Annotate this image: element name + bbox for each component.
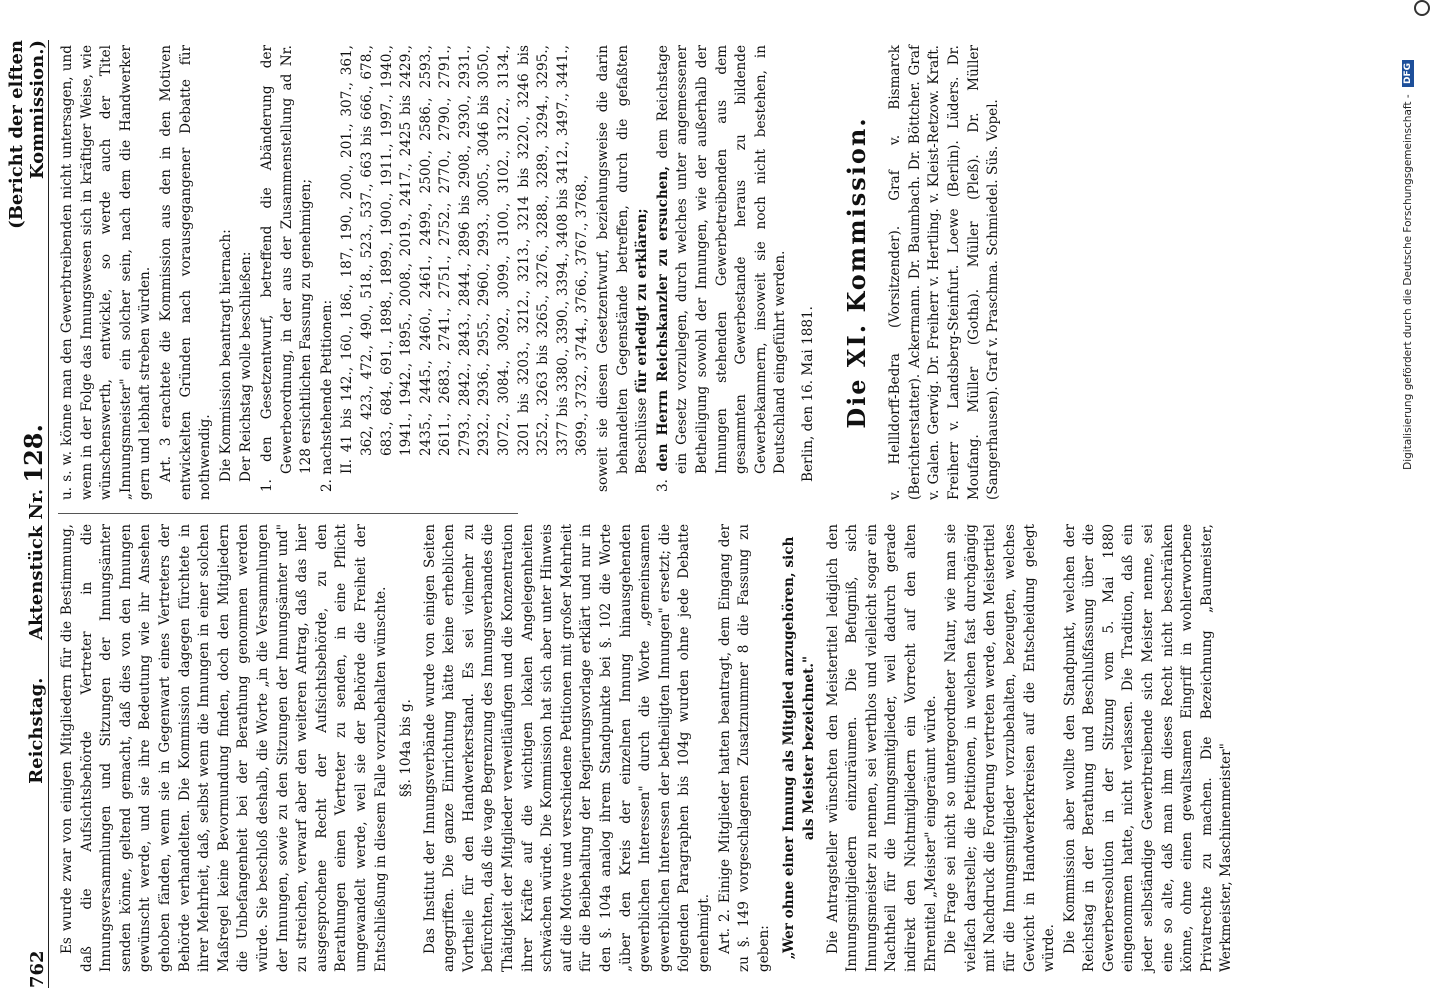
list-item bbox=[654, 45, 791, 500]
paragraph: Die Antragsteller wünschten den Meistertitel lediglich den Innungsmitgliedern einzuräumen. Die Befugniß, sich Innungsmeister zu nennen, sei werthlos und vielleicht sogar ein Nachtheil für die Innungsmitglieder, weil dadurch gerade indirekt den Nichtmitgliedern ein Vorrecht auf den alten Ehrentitel „Meister" eingeräumt würde. bbox=[824, 524, 939, 972]
paragraph: Es wurde zwar von einigen Mitgliedern für die Bestimmung, daß die Aufsichtsbehörde Vertreter in die Innungsversammlungen und Sitzungen der Innungsämter senden könne, geltend gemacht, daß dies von den Innungen gewünscht werde, und sie ihre Bedeutung wie ihr Ansehen gehoben fänden, wenn sie in Gegenwart eines Vertreters der Behörde verhandelten. Die Kommission dagegen fürchtete in ihrer Mehrheit, daß, selbst wenn die Innungen in einer solchen Maßregel keine Bevormundung finden, doch den Mitgliedern die Unbefangenheit bei der Berathung genommen werden würde. Sie beschloß deshalb, die Worte „in die Versammlungen der Innungen, sowie zu den Sitzungen der Innungsämter und" zu streichen, verwarf aber den weiteren Antrag, daß das hier ausgesprochene Recht der Aufsichtsbehörde, zu den Berathungen einen Vertreter zu senden, in eine Pflicht umgewandelt werde, weil sie der Behörde die Freiheit der Entschließung in diesem Falle vorzubehalten wünschte. bbox=[59, 524, 389, 972]
digitization-note bbox=[1402, 60, 1422, 960]
list-number: 3. bbox=[654, 479, 671, 492]
list-item: 1. den Gesetzentwurf, betreffend die Abänderung der Gewerbeordnung, in der aus der Zusammenstellung ad Nr. 128 ersichtlichen Fassung zu genehmigen; bbox=[258, 45, 315, 492]
paragraph: Die Kommission beantragt hiernach: bbox=[217, 229, 234, 482]
left-column bbox=[58, 524, 1238, 972]
emphasis-text: den Herrn Reichskanzler zu ersuchen, bbox=[654, 165, 671, 472]
section-heading: §§. 104a bis g. bbox=[398, 699, 415, 797]
paragraph: Art. 2. Einige Mitglieder hatten beantragt, dem Eingang der zu §. 149 vorgeschlagenen Zusatznummer 8 die Fassung zu geben: bbox=[716, 524, 772, 972]
right-column bbox=[58, 45, 1005, 500]
list-item: 2. nachstehende Petitionen: bbox=[318, 299, 335, 492]
commission-members: v. Hellldorff-Bedra (Vorsitzender). Graf v. Bismarck (Berichterstatter). Ackermann. Dr. Baumbach. Dr. Böttcher. Graf v. Galen. Gerwig. Dr. Freiherr v. Hertling. v. Kleist-Retzow. Kraft. Freiherr v. Landsberg-Steinfurt. Loewe (Berlin). Lüders. Dr. Moufang. Müller (Gotha). Müller (Pleß). Dr. Müller (Sangerhausen). Graf v. Praschma. Schmiedel. Süs. Vopel. bbox=[887, 45, 1002, 500]
paragraph: Art. 3 erachtete die Kommission aus den in den Motiven entwickelten Gründen nach vorausgegangener Debatte für nothwendig. bbox=[157, 45, 214, 500]
page-header bbox=[6, 40, 49, 988]
header-source: Reichstag. bbox=[26, 677, 47, 784]
digitization-text: Digitalisierung gefördert durch die Deutsche Forschungsgemeinschaft - bbox=[1402, 94, 1414, 470]
list-item-continuation bbox=[594, 45, 653, 500]
header-section: (Bericht der elften Kommission.) bbox=[6, 40, 48, 229]
paragraph-text: soweit sie diesen Gesetzentwurf, beziehungsweise die darin behandelten Gegenstände betreffen, durch die gefaßten Beschlüsse bbox=[595, 45, 651, 492]
commission-heading: Die XI. Kommission. bbox=[841, 116, 871, 429]
paragraph: u. s. w. könne man den Gewerbtreibenden nicht untersagen, und wenn in der Folge das Innungswesen sich in kräftiger Weise, wie wünschenswerth, entwickle, so werde auch der Titel „Innungsmeister" ein solcher sein, nach dem die Handwerker gern und lebhaft streben würden. bbox=[59, 45, 154, 500]
column-divider bbox=[58, 513, 518, 514]
header-title bbox=[19, 340, 48, 868]
dfg-logo: DFG bbox=[1402, 60, 1414, 87]
header-document: Aktenstück Nr. bbox=[26, 488, 47, 640]
date-line: Berlin, den 16. Mai 1881. bbox=[799, 306, 816, 482]
header-document-number: 128. bbox=[19, 424, 48, 483]
paragraph: Die Frage sei nicht so untergeordneter Natur, wie man sie vielfach darstelle; die Petitionen, in welchen fast durchgängig mit Nachdruck die Forderung vertreten werde, den Meistertitel für die Innungsmitglieder vorzubehalten, bezeugten, welches Gewicht in Handwerkerkreisen auf die Entscheidung gelegt würde. bbox=[943, 524, 1058, 972]
quoted-text: „Wer ohne einer Innung als Mitglied anzugehören, sich als Meister bezeichnet." bbox=[781, 536, 817, 960]
paragraph-text: dem Reichstage ein Gesetz vorzulegen, durch welches unter angemessener Betheiligung sowohl der Innungen, wie der außerhalb der Innungen stehenden Gewerbetreibenden aus dem gesammten Gewerbestande heraus zu bildende Gewerbekammern, insoweit sie noch nicht bestehen, in Deutschland eingeführt werden. bbox=[654, 45, 789, 474]
paragraph: Der Reichstag wolle beschließen: bbox=[238, 251, 255, 482]
petition-numbers: II. 41 bis 142., 160., 186., 187, 190., 200., 201., 307., 361, 362, 423., 472., 490., 518., 523., 537., 663 bis 666., 678., 683., 684., 691., 1898., 1899., 1900., 1911., 1997., 1940., 1941., 1942., 1895., 2008., 2019., 2417., 2425 bis 2429., 2435., 2445., 2460., 2461., 2499., 2500., 2586., 2593., 2611., 2683., 2741., 2751., 2752., 2770., 2790., 2791., 2793., 2842., 2843., 2844., 2896 bis 2908., 2930., 2931., 2932., 2936., 2955., 2960., 2993., 3005., 3046 bis 3050., 3072., 3084., 3092., 3099., 3100., 3102., 3122., 3134., 3201 bis 3203., 3212., 3213., 3214 bis 3220., 3246 bis 3252., 3263 bis 3265., 3276., 3288., 3289., 3294., 3295., 3377 bis 3380., 3390., 3394., 3408 bis 3412., 3497., 3441., 3699., 3732., 3744., 3766., 3767., 3768., bbox=[339, 45, 591, 474]
scan-mark-icon bbox=[1414, 0, 1430, 16]
page-number: 762 bbox=[27, 950, 48, 988]
emphasis-text: für erledigt zu erklären; bbox=[634, 208, 651, 394]
paragraph: Das Institut der Innungsverbände wurde von einigen Seiten angegriffen. Die ganze Einrichtung hätte keine erheblichen Vortheile für den Handwerkerstand. Es sei vielmehr zu befürchten, daß die vage Begrenzung des Innungsverbandes die Thätigkeit der Mitglieder verweitläufigen und die Konzentration ihrer Kräfte auf die wichtigen lokalen Angelegenheiten schwächen würde. Die Kommission hat sich aber unter Hinweis auf die Motive und verschiedene Petitionen mit großer Mehrheit für die Beibehaltung der Regierungsvorlage erklärt und nur in den §. 104a analog ihrem Standpunkte bei §. 102 die Worte „über den Kreis der einzelnen Innung hinausgehenden gewerblichen Interessen" durch die Worte „gemeinsamen gewerblichen Interessen der betheiligten Innungen" ersetzt; die folgenden Paragraphen bis 104g wurden ohne jede Debatte genehmigt. bbox=[421, 524, 712, 972]
paragraph: Die Kommission aber wollte den Standpunkt, welchen der Reichstag in der Berathung und Beschlußfassung über die Gewerberesolution in der Sitzung vom 5. Mai 1880 eingenommen hatte, nicht verlassen. Die Tradition, daß ein jeder selbständige Gewerbtreibende sich Meister nenne, sei eine so alte, daß man ihm dieses Recht nicht beschränken könne, ohne einen gewaltsamen Eingriff in wohlerworbene Privatrechte zu machen. Die Bezeichnung „Baumeister, Werkmeister, Maschinenmeister" bbox=[1061, 524, 1235, 972]
